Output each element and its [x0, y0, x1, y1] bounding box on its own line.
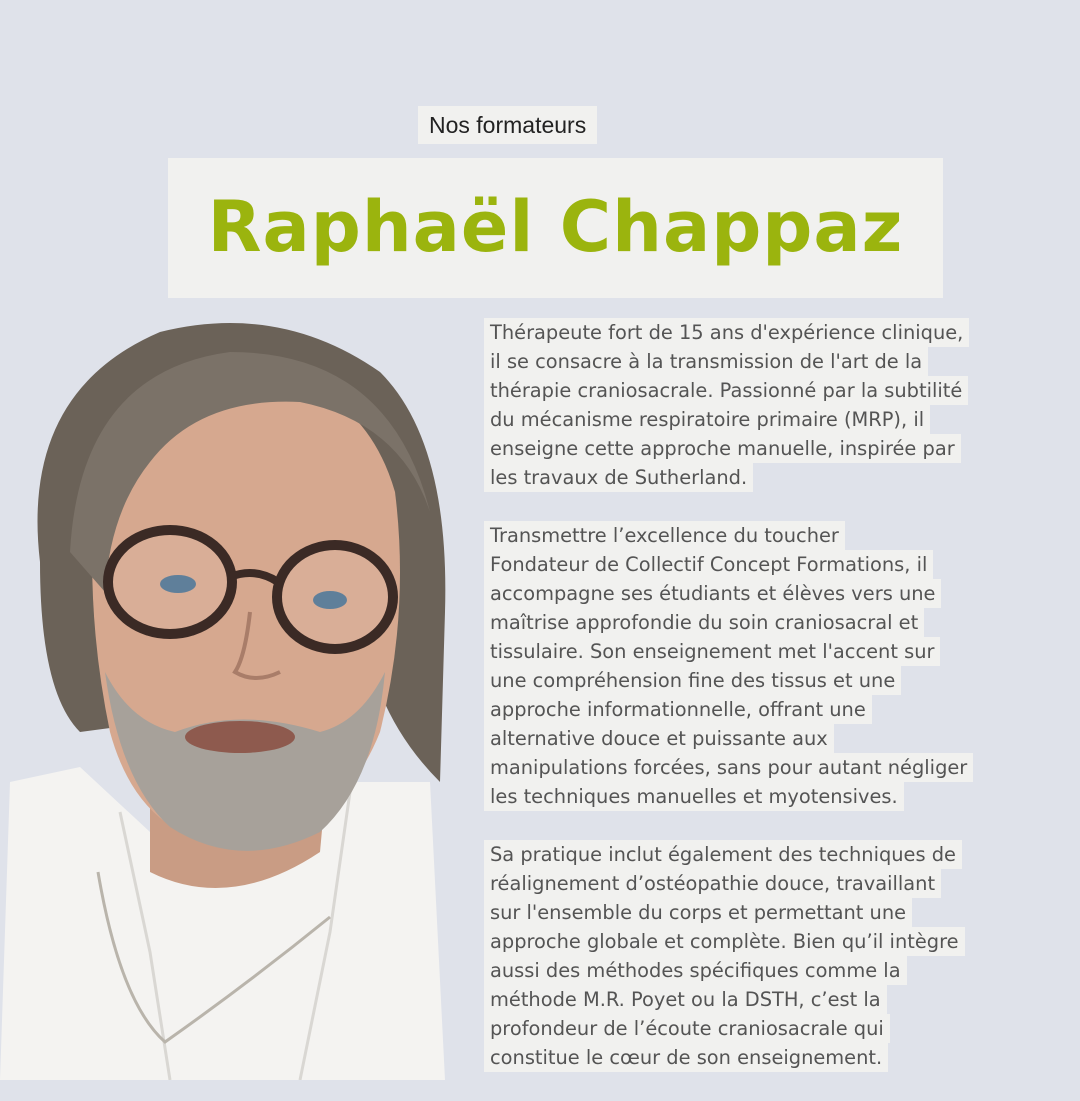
bio-line-text: maîtrise approfondie du soin craniosacral et: [484, 608, 924, 637]
bio-line-text: une compréhension fine des tissus et une: [484, 666, 901, 695]
bio-line: [484, 347, 1050, 376]
bio-line: [484, 376, 1050, 405]
bio-line: [484, 405, 1050, 434]
bio-line: [484, 695, 1050, 724]
bio-line-text: tissulaire. Son enseignement met l'accent sur: [484, 637, 940, 666]
bio-line: [484, 463, 1050, 492]
name-banner: [168, 158, 943, 298]
bio-line-text: constitue le cœur de son enseignement.: [484, 1043, 888, 1072]
bio-line-text: approche informationnelle, offrant une: [484, 695, 872, 724]
bio-line: [484, 608, 1050, 637]
bio-line-text: manipulations forcées, sans pour autant négliger: [484, 753, 973, 782]
bio-line-text: sur l'ensemble du corps et permettant une: [484, 898, 912, 927]
bio-line-text: du mécanisme respiratoire primaire (MRP), il: [484, 405, 930, 434]
bio-line: [484, 956, 1050, 985]
bio-line: [484, 579, 1050, 608]
bio-line: [484, 550, 1050, 579]
bio-line: [484, 1043, 1050, 1072]
bio-text: [484, 318, 1050, 1101]
bio-line-text: Fondateur de Collectif Concept Formations, il: [484, 550, 933, 579]
bio-line-text: méthode M.R. Poyet ou la DSTH, c’est la: [484, 985, 887, 1014]
bio-line: [484, 1014, 1050, 1043]
bio-line: [484, 724, 1050, 753]
bio-line-text: Sa pratique inclut également des techniques de: [484, 840, 962, 869]
bio-line: [484, 927, 1050, 956]
bio-line: [484, 637, 1050, 666]
bio-line-text: les techniques manuelles et myotensives.: [484, 782, 904, 811]
bio-line: [484, 521, 1050, 550]
bio-line-text: thérapie craniosacrale. Passionné par la subtilité: [484, 376, 968, 405]
trainer-name: Raphaël Chappaz: [207, 186, 904, 268]
bio-paragraph: [484, 840, 1050, 1072]
bio-line: [484, 782, 1050, 811]
section-label: Nos formateurs: [418, 106, 597, 144]
bio-paragraph: [484, 318, 1050, 492]
bio-line: [484, 318, 1050, 347]
bio-line-text: enseigne cette approche manuelle, inspirée par: [484, 434, 961, 463]
bio-line-text: profondeur de l’écoute craniosacrale qui: [484, 1014, 890, 1043]
bio-line: [484, 840, 1050, 869]
bio-line-text: les travaux de Sutherland.: [484, 463, 753, 492]
bio-line-text: alternative douce et puissante aux: [484, 724, 834, 753]
bio-line: [484, 434, 1050, 463]
portrait-photo: [0, 312, 460, 1080]
bio-paragraph: [484, 521, 1050, 811]
bio-line: [484, 898, 1050, 927]
bio-line-text: il se consacre à la transmission de l'art de la: [484, 347, 928, 376]
bio-line: [484, 753, 1050, 782]
bio-line-text: réalignement d’ostéopathie douce, travaillant: [484, 869, 941, 898]
bio-line-text: aussi des méthodes spécifiques comme la: [484, 956, 907, 985]
bio-line: [484, 869, 1050, 898]
bio-line-text: approche globale et complète. Bien qu’il intègre: [484, 927, 965, 956]
bio-line-text: Thérapeute fort de 15 ans d'expérience clinique,: [484, 318, 969, 347]
bio-line: [484, 666, 1050, 695]
bio-line-text: Transmettre l’excellence du toucher: [484, 521, 845, 550]
bio-line: [484, 985, 1050, 1014]
bio-line-text: accompagne ses étudiants et élèves vers une: [484, 579, 941, 608]
